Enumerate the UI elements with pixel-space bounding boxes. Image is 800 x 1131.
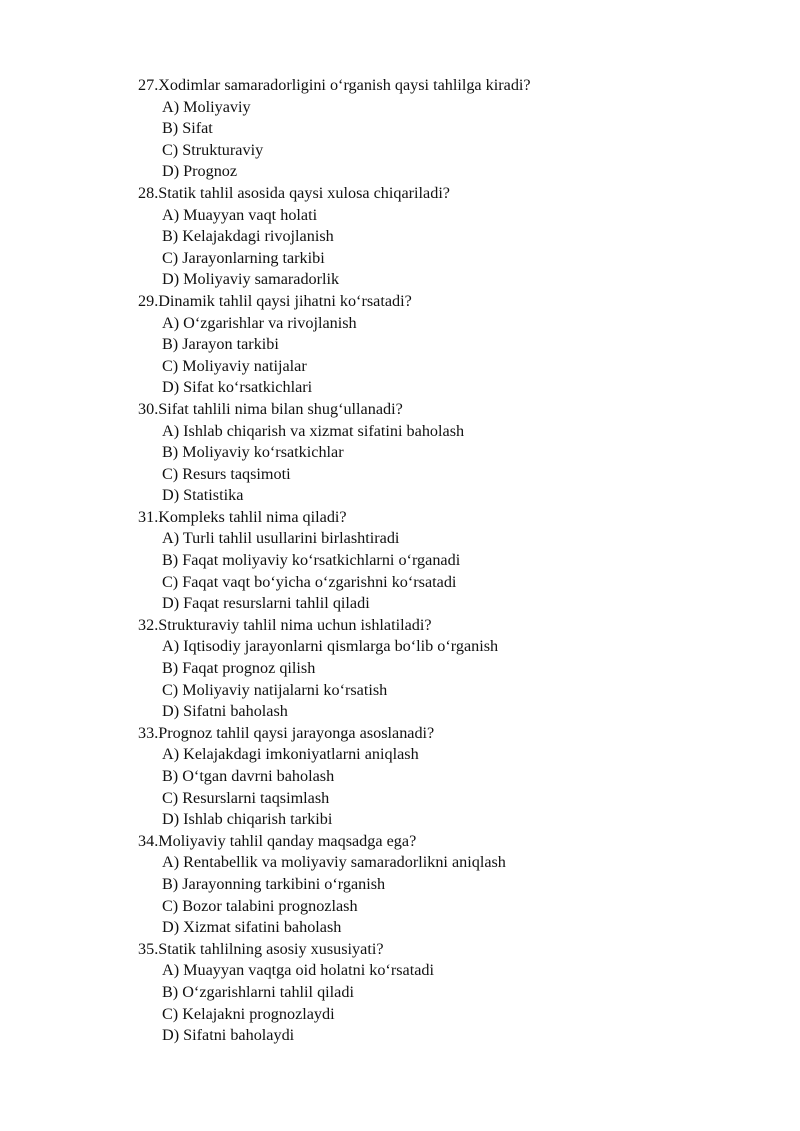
question-block — [138, 183, 758, 291]
answer-option: C) Resurs taqsimoti — [162, 464, 291, 483]
question-line — [138, 291, 758, 313]
question-block — [138, 831, 758, 939]
question-number: 27. — [138, 76, 159, 94]
question-text: Prognoz tahlil qaysi jarayonga asoslanadi? — [158, 723, 435, 742]
question-number: 32. — [138, 615, 159, 634]
question-number: 29. — [138, 291, 159, 310]
question-text: Dinamik tahlil qaysi jihatni ko‘rsatadi? — [158, 291, 412, 310]
question-number: 31. — [138, 507, 159, 526]
question-block — [138, 291, 758, 399]
answer-option: B) O‘zgarishlarni tahlil qiladi — [162, 982, 354, 1001]
question-text: Statik tahlil asosida qaysi xulosa chiqariladi? — [158, 183, 450, 202]
answer-option: C) Resurslarni taqsimlash — [162, 788, 330, 807]
question-number: 30. — [138, 399, 159, 418]
answer-option: B) Jarayon tarkibi — [162, 335, 279, 354]
question-number: 33. — [138, 723, 159, 742]
answer-option: A) Rentabellik va moliyaviy samaradorlikni aniqlash — [162, 853, 506, 872]
answer-option: D) Statistika — [162, 486, 244, 505]
question-text: Moliyaviy tahlil qanday maqsadga ega? — [158, 831, 417, 850]
question-block — [138, 399, 758, 507]
question-block — [138, 507, 758, 615]
answer-option: C) Jarayonlarning tarkibi — [162, 248, 325, 267]
answer-option: A) Iqtisodiy jarayonlarni qismlarga bo‘lib o‘rganish — [162, 637, 499, 656]
question-number: 34. — [138, 831, 159, 850]
answer-option: C) Kelajakni prognozlaydi — [162, 1004, 335, 1023]
question-line — [138, 723, 758, 745]
question-line — [138, 615, 758, 637]
question-line — [138, 939, 758, 961]
question-number: 35. — [138, 939, 159, 958]
answer-option: C) Bozor talabini prognozlash — [162, 896, 358, 915]
question-line — [138, 399, 758, 421]
question-text: Xodimlar samaradorligini o‘rganish qaysi tahlilga kiradi? — [158, 76, 531, 94]
answer-option: D) Moliyaviy samaradorlik — [162, 270, 340, 289]
answer-option: C) Moliyaviy natijalar — [162, 356, 307, 375]
answer-option: C) Faqat vaqt bo‘yicha o‘zgarishni ko‘rsatadi — [162, 572, 457, 591]
answer-option: B) Sifat — [162, 119, 213, 138]
answer-option: B) Moliyaviy ko‘rsatkichlar — [162, 443, 344, 462]
answer-option: B) Jarayonning tarkibini o‘rganish — [162, 874, 386, 893]
question-text: Strukturaviy tahlil nima uchun ishlatiladi? — [158, 615, 432, 634]
question-line — [138, 75, 758, 97]
answer-option: B) Faqat prognoz qilish — [162, 659, 316, 678]
answer-option: D) Faqat resurslarni tahlil qiladi — [162, 594, 370, 613]
question-text: Sifat tahlili nima bilan shug‘ullanadi? — [158, 399, 403, 418]
answer-option: B) Kelajakdagi rivojlanish — [162, 227, 334, 246]
answer-option: A) Muayyan vaqtga oid holatni ko‘rsatadi — [162, 961, 434, 980]
answer-option: D) Xizmat sifatini baholash — [162, 918, 342, 937]
question-block — [138, 615, 758, 723]
question-block — [138, 75, 758, 183]
answer-option: D) Prognoz — [162, 162, 238, 181]
answer-option: A) Turli tahlil usullarini birlashtiradi — [162, 529, 400, 548]
answer-option: A) Muayyan vaqt holati — [162, 205, 318, 224]
answer-option: C) Moliyaviy natijalarni ko‘rsatish — [162, 680, 388, 699]
question-text: Statik tahlilning asosiy xususiyati? — [158, 939, 384, 958]
answer-option: D) Sifat ko‘rsatkichlari — [162, 378, 313, 397]
document-page — [138, 75, 758, 1047]
answer-option: C) Strukturaviy — [162, 140, 264, 159]
answer-option: D) Sifatni baholaydi — [162, 1026, 295, 1045]
question-line — [138, 507, 758, 529]
answer-option: A) O‘zgarishlar va rivojlanish — [162, 313, 357, 332]
question-line — [138, 183, 758, 205]
answer-option: B) Faqat moliyaviy ko‘rsatkichlarni o‘rganadi — [162, 551, 461, 570]
answer-option: B) O‘tgan davrni baholash — [162, 767, 335, 785]
question-text: Kompleks tahlil nima qiladi? — [158, 507, 347, 526]
answer-option: D) Ishlab chiqarish tarkibi — [162, 810, 333, 829]
question-line — [138, 831, 758, 853]
answer-option: A) Ishlab chiqarish va xizmat sifatini baholash — [162, 421, 465, 440]
answer-option: A) Moliyaviy — [162, 97, 251, 116]
question-number: 28. — [138, 183, 159, 202]
question-block — [138, 723, 758, 831]
question-block — [138, 939, 758, 1047]
answer-option: A) Kelajakdagi imkoniyatlarni aniqlash — [162, 745, 419, 764]
answer-option: D) Sifatni baholash — [162, 702, 288, 721]
